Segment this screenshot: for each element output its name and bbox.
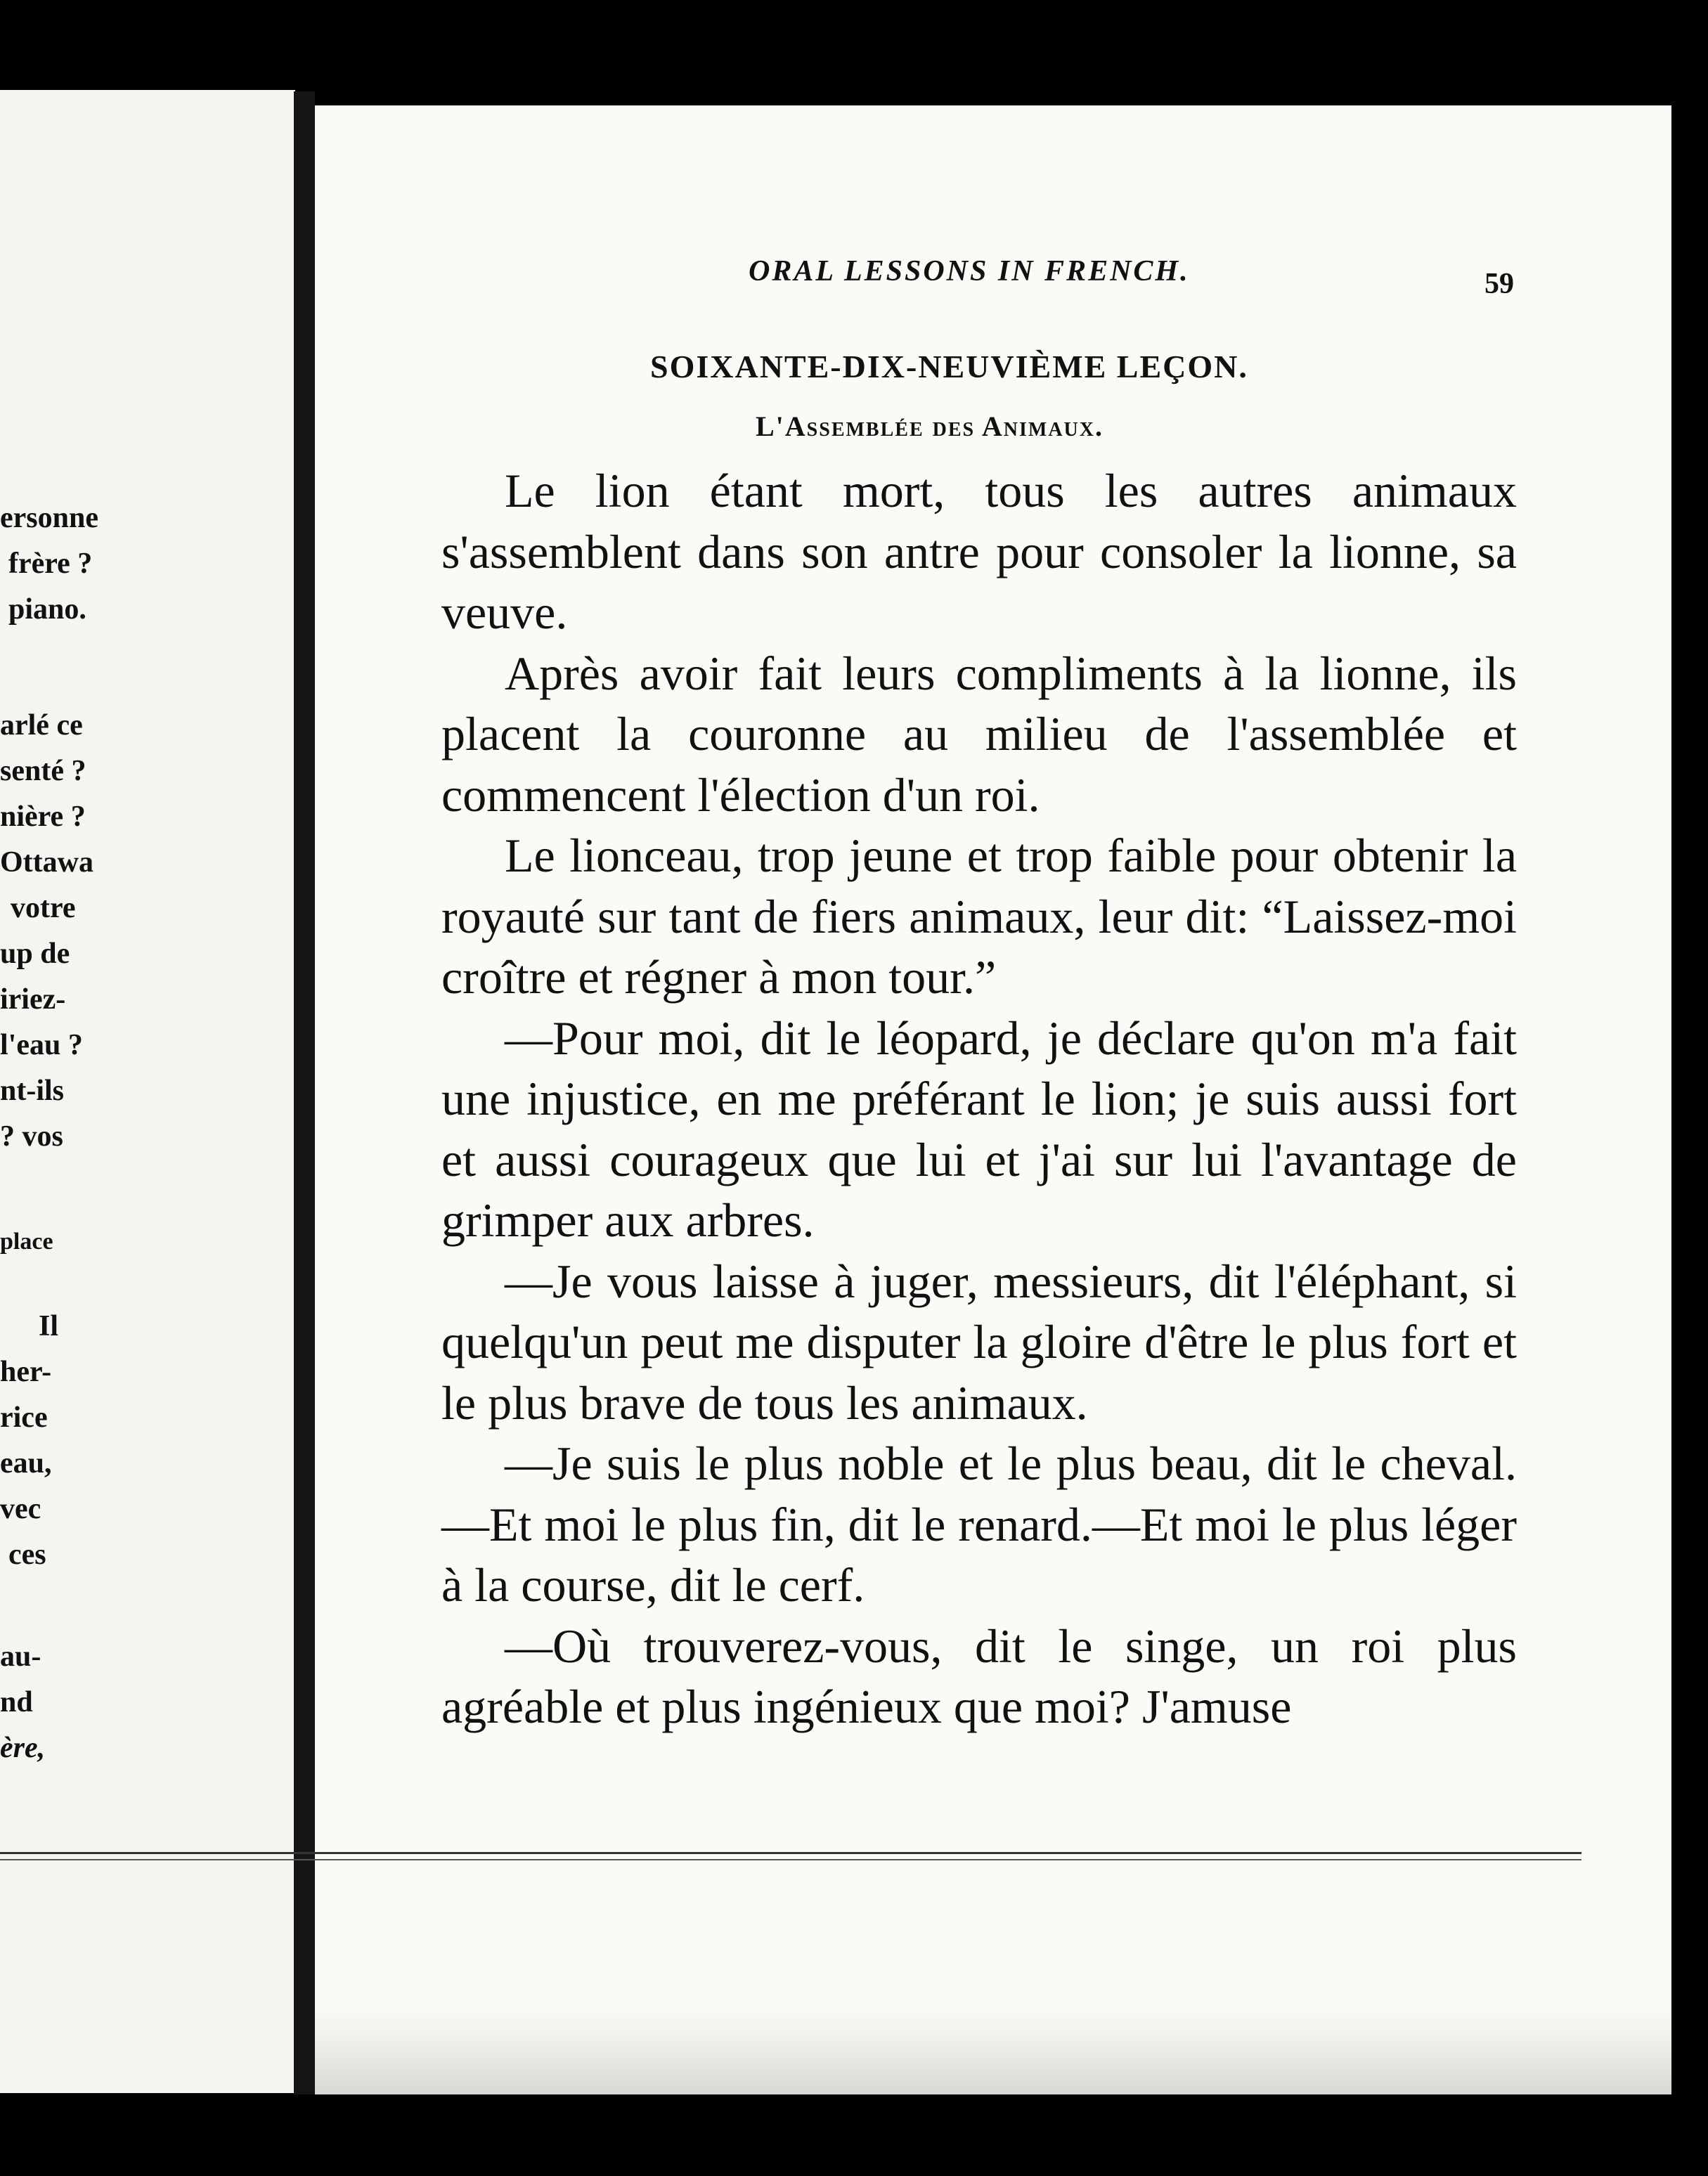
paragraph: Le lion étant mort, tous les autres animaux s'assemblent dans son antre pour consoler la lionne, sa veuve. [441,464,1517,639]
left-fragment: ? vos [0,1120,63,1153]
left-fragment: nd [0,1686,33,1718]
left-fragment: her- [0,1356,52,1388]
paragraph: —Je suis le plus noble et le plus beau, dit le cheval.—Et moi le plus fin, dit le renard.—Et moi le plus léger à la course, dit le cerf. [441,1437,1517,1612]
scan-rule-line [0,1852,1581,1854]
left-fragment: ces [8,1539,46,1571]
lesson-body [441,460,1517,1737]
left-fragment: frère ? [8,548,93,580]
left-fragment: place [0,1229,53,1255]
left-fragment: nt-ils [0,1075,65,1107]
paragraph: —Pour moi, dit le léopard, je déclare qu'on m'a fait une injustice, en me préférant le lion; je suis aussi fort et aussi courageux que lui et j'ai sur lui l'avantage de grimper aux arbres. [441,1011,1517,1247]
left-fragment: vec [0,1493,41,1525]
page-number: 59 [1484,268,1514,300]
running-header: ORAL LESSONS IN FRENCH. [749,255,1190,287]
left-fragment: votre [11,892,76,924]
left-fragment: rice [0,1401,48,1434]
left-fragment: iriez- [0,983,66,1016]
left-fragment: arlé ce [0,709,83,741]
left-fragment: Ottawa [0,846,93,879]
left-page [0,90,295,2093]
paragraph: Le lionceau, trop jeune et trop faible pour obtenir la royauté sur tant de fiers animaux, leur dit: “Laissez-moi croître et régner à mon tour.” [441,829,1517,1004]
left-fragment: au- [0,1640,41,1673]
left-fragment: l'eau ? [0,1029,83,1061]
left-fragment: Il [39,1310,59,1342]
paragraph: Après avoir fait leurs compliments à la lionne, ils placent la couronne au milieu de l'assemblée et commencent l'élection d'un roi. [441,646,1517,822]
left-fragment: ère, [0,1732,46,1764]
paragraph: —Où trouverez-vous, dit le singe, un roi plus agréable et plus ingénieux que moi? J'amuse [441,1619,1517,1733]
lesson-title: SOIXANTE-DIX-NEUVIÈME LEÇON. [650,349,1248,384]
left-fragment: eau, [0,1447,52,1479]
scan-rule-line [0,1859,1581,1860]
left-fragment: up de [0,938,70,970]
book-gutter [294,91,315,2094]
left-fragment: piano. [8,593,86,626]
page-bottom-shadow [315,2010,1671,2094]
lesson-subtitle: L'Assemblée des Animaux. [756,410,1104,442]
left-fragment: senté ? [0,755,86,787]
left-fragment: ersonne [0,502,98,534]
left-fragment: nière ? [0,801,86,833]
paragraph: —Je vous laisse à juger, messieurs, dit l'éléphant, si quelqu'un peut me disputer la gloire d'être le plus fort et le plus brave de tous les animaux. [441,1254,1517,1430]
